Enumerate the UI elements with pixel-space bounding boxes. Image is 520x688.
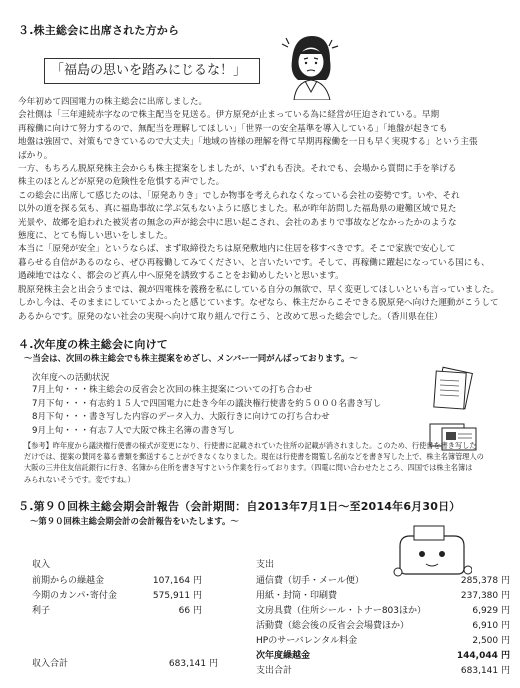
activities-list <box>32 384 462 438</box>
expense-amount: 237,380 円 <box>460 591 510 601</box>
income-total-amount: 683,141 円 <box>168 659 218 669</box>
section4-subheading: ～当会は、次回の株主総会でも株主提案をめざし、メンバー一同がんばっております。～ <box>24 353 358 363</box>
expense-label: 通信費（切手・メール便） <box>256 576 364 586</box>
income-row <box>32 574 202 589</box>
section4-note: 【参考】昨年度から議決権行使書の様式が変更になり、行使書に記載されていた住所の記載が消されました。このため、行使書を書き写した だけでは、提案の賛同を募る書類を郵送することができなくなりました。現在は行使書を閲覧し名前などを書き写した上で、株主名簿管理人の 大阪の三井住友信託銀行に行き、名簿から住所を書き写すという作業を行っております。（四電に問い合わせたところ、四国では株主名簿は みられないそうです。変ですね。） <box>24 441 484 484</box>
section3-body: 今年初めて四国電力の株主総会に出席しました。 会社側は「三年連続赤字なので株主配当を見送る。伊方原発が止まっている為に経営が圧迫されている。早期 再稼働に向けて努力するので、無配当を理解してほしい」「世界一の安全基準を導入している」「地盤が起きても 地盤は強固で、対策もできているので大丈夫」「地域の皆様の理解を得て早期再稼働を一日も早く実現する」という主張 ばかり。 一方、もちろん脱原発株主会からも株主提案をしましたが、いずれも否決。それでも、会場から質問に手を挙げる 株主のほとんどが原発の危険性を危惧する声でした。 この総会に出席して感じたのは、「原発ありき」でしか物事を考えられなくなっている会社の姿勢です。いや、それ 以外の道を探る気も、真に福島事故に学ぶ気もないように感じました。私が昨年訪問した福島県の避難区域で見た 光景や、故郷を追われた被災者の無念の声が総会中に思い起こされ、会社のあまりで事故などなかったかのような 態度に、とても悔しい思いをしました。 本当に「原発が安全」というならば、まず取締役たちは原発敷地内に住居を移すべきです。そこで家族で安心して 暮らせる自信があるのなら、ぜひ再稼働してみてください、と言いたいです。そして、再稼働に躍起になっている国にも、 過疎地ではなく、都会のど真ん中へ原発を誘致することをお勧めしたいと思います。 脱原発株主会と出会うまでは、親が四電株を義務を私にしている自分の無欲で、早く変更してほしいといも言っていました。 しかし今は、そのままにしていてよかったと感じています。なぜなら、株主だからこそできる脱原発へ向けた運動がこうして あるからです。原発のない社会の実現へ向けて取り組んで行こう、と改めて思った総会でした。（香川県在住） <box>18 97 500 322</box>
expense-amount: 2,500 円 <box>472 636 510 646</box>
activities-title: 次年度への活動状況 <box>32 373 110 383</box>
income-total-row <box>32 657 218 672</box>
expense-row <box>256 604 510 619</box>
activity-item: 7月下旬・・・有志約１５人で四国電力に赴き今年の議決権行使書を約５０００名書き写し <box>32 398 382 409</box>
expense-row <box>256 634 510 649</box>
expense-row <box>256 574 510 589</box>
expense-amount: 6,910 円 <box>472 621 510 631</box>
income-label: 利子 <box>32 606 51 616</box>
expense-amount: 6,929 円 <box>472 606 510 616</box>
section5-subheading: ～第９０回株主総会期会計の会計報告をいたします。～ <box>30 516 239 526</box>
expense-label: HPのサーバレンタル料金 <box>256 636 358 646</box>
income-total-label: 収入合計 <box>32 659 69 669</box>
expense-row <box>256 589 510 604</box>
income-label: 前期からの繰越金 <box>32 576 105 586</box>
quote-box <box>44 58 260 84</box>
income-table <box>32 574 202 619</box>
expense-row <box>256 619 510 634</box>
income-amount: 66 円 <box>178 606 202 616</box>
expense-label: 活動費（総会後の反省会会場費ほか） <box>256 621 410 631</box>
income-amount: 107,164 円 <box>152 576 202 586</box>
expense-total-label: 支出合計 <box>256 666 293 676</box>
expense-total-amount: 683,141 円 <box>460 666 510 676</box>
expense-table <box>256 574 510 679</box>
expense-title: 支出 <box>256 560 275 570</box>
activity-item: 7月上旬・・・株主総会の反省会と次回の株主提案についての打ち合わせ <box>32 385 313 395</box>
wallet-icon <box>392 522 472 578</box>
expense-label: 用紙・封筒・印刷費 <box>256 591 338 601</box>
expense-carry-label: 次年度繰越金 <box>256 651 311 661</box>
expense-carry-amount: 144,044 円 <box>456 651 510 661</box>
income-label: 今期のカンパ･寄付金 <box>32 591 117 601</box>
section4-heading: ４.次年度の株主総会に向けて <box>18 338 168 351</box>
woman-illustration <box>272 30 346 100</box>
income-title: 収入 <box>32 560 51 570</box>
expense-label: 文房具費（住所シール・トナー803ほか） <box>256 606 426 616</box>
income-row <box>32 589 202 604</box>
expense-carry-row <box>256 649 510 664</box>
income-row <box>32 604 202 619</box>
expense-total-row <box>256 664 510 679</box>
activity-item: 8月下旬・・・書き写した内容のデータ入力、大阪行きに向けての打ち合わせ <box>32 412 330 422</box>
income-amount: 575,911 円 <box>152 591 202 601</box>
activity-item: 9月上旬・・・有志７人で大阪で株主名簿の書き写し <box>32 425 236 436</box>
section3-heading: ３.株主総会に出席された方から <box>18 24 180 37</box>
quote-text: 「福島の思いを踏みにじるな！」 <box>51 63 247 78</box>
documents-icon <box>425 366 483 414</box>
section5-heading: ５.第９０回株主総会期会計報告（会計期間：自2013年7月1日～至2014年6月30日） <box>18 500 461 513</box>
expense-amount: 285,378 円 <box>460 576 510 586</box>
